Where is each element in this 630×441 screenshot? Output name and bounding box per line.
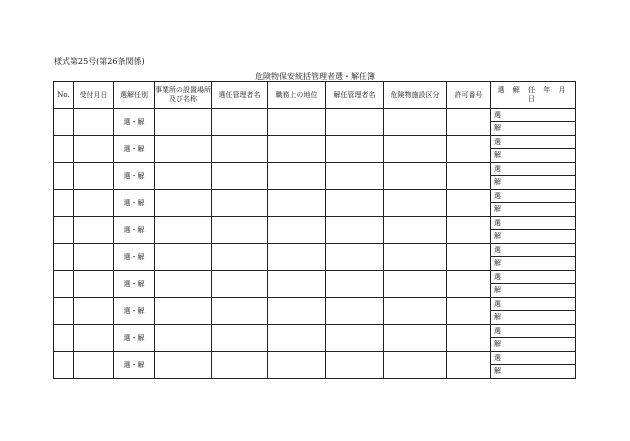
cell-no[interactable] xyxy=(54,109,74,136)
table-row xyxy=(54,217,576,230)
cell-no[interactable] xyxy=(54,271,74,298)
cell-appoint-dismiss[interactable]: 選・解 xyxy=(114,217,155,244)
cell-office-location[interactable] xyxy=(155,325,212,352)
table-row xyxy=(54,325,576,338)
cell-appointed-name[interactable] xyxy=(212,190,268,217)
cell-position[interactable] xyxy=(268,163,326,190)
cell-facility-class[interactable] xyxy=(384,244,447,271)
header-appoint-dismiss: 選解任別 xyxy=(114,82,155,109)
cell-dismiss-date[interactable]: 解 xyxy=(491,203,576,217)
cell-dismissed-name[interactable] xyxy=(326,298,384,325)
cell-dismiss-date[interactable]: 解 xyxy=(491,176,576,190)
cell-permit-no[interactable] xyxy=(447,217,491,244)
cell-received-date[interactable] xyxy=(74,244,114,271)
cell-dismiss-date[interactable]: 解 xyxy=(491,284,576,298)
cell-permit-no[interactable] xyxy=(447,298,491,325)
cell-facility-class[interactable] xyxy=(384,271,447,298)
cell-dismiss-date[interactable]: 解 xyxy=(491,338,576,352)
cell-appointed-name[interactable] xyxy=(212,136,268,163)
cell-appoint-date[interactable]: 選 xyxy=(491,298,576,311)
cell-no[interactable] xyxy=(54,163,74,190)
cell-received-date[interactable] xyxy=(74,217,114,244)
cell-appoint-dismiss[interactable]: 選・解 xyxy=(114,136,155,163)
table-row xyxy=(54,163,576,176)
header-no: No. xyxy=(54,82,74,109)
cell-appointed-name[interactable] xyxy=(212,163,268,190)
cell-position[interactable] xyxy=(268,271,326,298)
cell-appoint-dismiss[interactable]: 選・解 xyxy=(114,298,155,325)
cell-permit-no[interactable] xyxy=(447,136,491,163)
cell-office-location[interactable] xyxy=(155,109,212,136)
table-row xyxy=(54,244,576,257)
cell-appoint-date[interactable]: 選 xyxy=(491,109,576,122)
header-dismissed-name: 解任管理者名 xyxy=(326,82,384,109)
cell-dismiss-date[interactable]: 解 xyxy=(491,311,576,325)
cell-dismiss-date[interactable]: 解 xyxy=(491,149,576,163)
cell-facility-class[interactable] xyxy=(384,136,447,163)
cell-permit-no[interactable] xyxy=(447,352,491,379)
cell-position[interactable] xyxy=(268,244,326,271)
cell-office-location[interactable] xyxy=(155,217,212,244)
cell-appoint-date[interactable]: 選 xyxy=(491,136,576,149)
header-received-date: 受付月日 xyxy=(74,82,114,109)
cell-facility-class[interactable] xyxy=(384,298,447,325)
cell-office-location[interactable] xyxy=(155,244,212,271)
cell-received-date[interactable] xyxy=(74,298,114,325)
cell-appoint-dismiss[interactable]: 選・解 xyxy=(114,352,155,379)
header-facility-class: 危険物施設区分 xyxy=(384,82,447,109)
cell-office-location[interactable] xyxy=(155,352,212,379)
cell-dismissed-name[interactable] xyxy=(326,217,384,244)
table-row xyxy=(54,109,576,122)
cell-dismissed-name[interactable] xyxy=(326,190,384,217)
cell-dismissed-name[interactable] xyxy=(326,244,384,271)
table-row xyxy=(54,352,576,365)
cell-received-date[interactable] xyxy=(74,163,114,190)
cell-facility-class[interactable] xyxy=(384,352,447,379)
cell-no[interactable] xyxy=(54,244,74,271)
cell-dismissed-name[interactable] xyxy=(326,271,384,298)
cell-appoint-dismiss[interactable]: 選・解 xyxy=(114,271,155,298)
cell-position[interactable] xyxy=(268,109,326,136)
cell-received-date[interactable] xyxy=(74,136,114,163)
cell-dismissed-name[interactable] xyxy=(326,109,384,136)
form-number-label: 様式第25号(第26条関係) xyxy=(54,57,145,66)
cell-permit-no[interactable] xyxy=(447,109,491,136)
cell-received-date[interactable] xyxy=(74,190,114,217)
cell-facility-class[interactable] xyxy=(384,190,447,217)
cell-appoint-date[interactable]: 選 xyxy=(491,217,576,230)
document-title: 危険物保安統括管理者選・解任簿 xyxy=(255,72,375,81)
cell-permit-no[interactable] xyxy=(447,244,491,271)
cell-position[interactable] xyxy=(268,325,326,352)
header-appointed-name: 選任管理者名 xyxy=(212,82,268,109)
cell-no[interactable] xyxy=(54,190,74,217)
cell-dismissed-name[interactable] xyxy=(326,325,384,352)
cell-dismissed-name[interactable] xyxy=(326,352,384,379)
cell-office-location[interactable] xyxy=(155,136,212,163)
header-row xyxy=(54,82,576,109)
cell-position[interactable] xyxy=(268,352,326,379)
cell-appoint-date[interactable]: 選 xyxy=(491,271,576,284)
cell-position[interactable] xyxy=(268,190,326,217)
table-row xyxy=(54,298,576,311)
cell-no[interactable] xyxy=(54,298,74,325)
cell-received-date[interactable] xyxy=(74,109,114,136)
table-row xyxy=(54,271,576,284)
cell-dismiss-date[interactable]: 解 xyxy=(491,230,576,244)
cell-no[interactable] xyxy=(54,352,74,379)
cell-appointed-name[interactable] xyxy=(212,244,268,271)
cell-appoint-date[interactable]: 選 xyxy=(491,190,576,203)
cell-appoint-dismiss[interactable]: 選・解 xyxy=(114,190,155,217)
cell-office-location[interactable] xyxy=(155,190,212,217)
cell-permit-no[interactable] xyxy=(447,163,491,190)
table-row xyxy=(54,190,576,203)
header-date: 選 解 任 年 月 日 xyxy=(491,82,576,109)
cell-appoint-dismiss[interactable]: 選・解 xyxy=(114,163,155,190)
cell-appoint-dismiss[interactable]: 選・解 xyxy=(114,244,155,271)
cell-permit-no[interactable] xyxy=(447,271,491,298)
cell-appoint-date[interactable]: 選 xyxy=(491,163,576,176)
cell-dismiss-date[interactable]: 解 xyxy=(491,257,576,271)
cell-position[interactable] xyxy=(268,136,326,163)
cell-no[interactable] xyxy=(54,136,74,163)
cell-appoint-dismiss[interactable]: 選・解 xyxy=(114,325,155,352)
cell-no[interactable] xyxy=(54,217,74,244)
header-permit-no: 許可番号 xyxy=(447,82,491,109)
cell-received-date[interactable] xyxy=(74,271,114,298)
cell-office-location[interactable] xyxy=(155,298,212,325)
cell-dismiss-date[interactable]: 解 xyxy=(491,122,576,136)
header-office-location: 事業所の設置場所及び名称 xyxy=(155,82,212,109)
cell-permit-no[interactable] xyxy=(447,190,491,217)
cell-facility-class[interactable] xyxy=(384,325,447,352)
cell-facility-class[interactable] xyxy=(384,109,447,136)
cell-office-location[interactable] xyxy=(155,271,212,298)
cell-facility-class[interactable] xyxy=(384,217,447,244)
cell-appoint-date[interactable]: 選 xyxy=(491,325,576,338)
cell-position[interactable] xyxy=(268,298,326,325)
cell-appointed-name[interactable] xyxy=(212,271,268,298)
cell-appointed-name[interactable] xyxy=(212,352,268,379)
cell-facility-class[interactable] xyxy=(384,163,447,190)
cell-no[interactable] xyxy=(54,325,74,352)
cell-appoint-date[interactable]: 選 xyxy=(491,244,576,257)
cell-received-date[interactable] xyxy=(74,325,114,352)
cell-dismissed-name[interactable] xyxy=(326,163,384,190)
cell-appointed-name[interactable] xyxy=(212,109,268,136)
cell-received-date[interactable] xyxy=(74,352,114,379)
header-position: 職務上の地位 xyxy=(268,82,326,109)
cell-permit-no[interactable] xyxy=(447,325,491,352)
cell-position[interactable] xyxy=(268,217,326,244)
cell-dismissed-name[interactable] xyxy=(326,136,384,163)
cell-dismiss-date[interactable]: 解 xyxy=(491,365,576,379)
cell-appointed-name[interactable] xyxy=(212,298,268,325)
cell-appoint-date[interactable]: 選 xyxy=(491,352,576,365)
cell-appointed-name[interactable] xyxy=(212,217,268,244)
register-table xyxy=(53,81,576,379)
cell-appoint-dismiss[interactable]: 選・解 xyxy=(114,109,155,136)
cell-office-location[interactable] xyxy=(155,163,212,190)
cell-appointed-name[interactable] xyxy=(212,325,268,352)
table-row xyxy=(54,136,576,149)
register-body xyxy=(54,109,576,379)
